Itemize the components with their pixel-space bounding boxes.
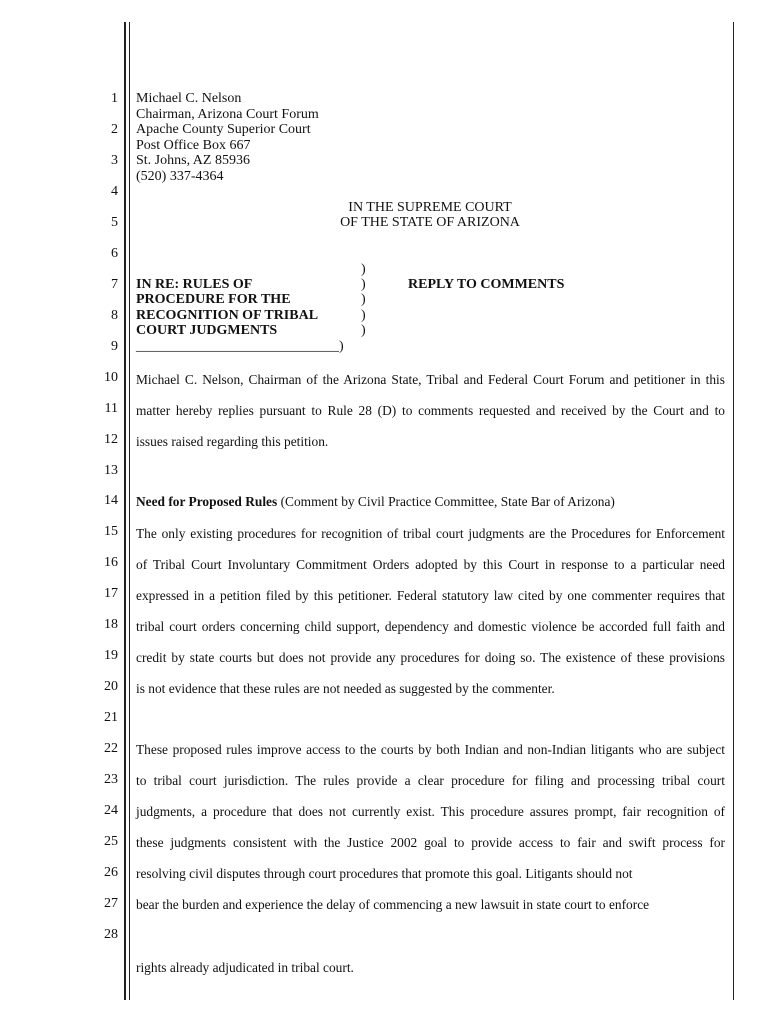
line-number: 17 xyxy=(104,586,118,601)
line-number: 13 xyxy=(104,463,118,478)
attorney-court: Apache County Superior Court xyxy=(136,122,311,137)
right-margin-rule xyxy=(733,22,734,1000)
attorney-phone: (520) 337-4364 xyxy=(136,169,224,184)
attorney-city: St. Johns, AZ 85936 xyxy=(136,153,250,168)
line-number: 16 xyxy=(104,555,118,570)
body-text-line: credit by state courts but does not provide any procedures for doing so. The existence of these provisions xyxy=(136,650,725,665)
line-number: 9 xyxy=(111,339,118,354)
body-text-line: of Tribal Court Involuntary Commitment Orders adopted by this Court in response to a particular need xyxy=(136,557,725,572)
line-number: 7 xyxy=(111,277,118,292)
line-number: 14 xyxy=(104,493,118,508)
line-number: 12 xyxy=(104,432,118,447)
body-text-line: bear the burden and experience the delay of commencing a new lawsuit in state court to enforce xyxy=(136,897,650,912)
caption-underline: _____________________________) xyxy=(136,339,344,354)
court-caption-line1: IN THE SUPREME COURT xyxy=(348,200,512,215)
line-number: 1 xyxy=(111,91,118,106)
caption-paren: ) xyxy=(361,277,366,292)
document-title: REPLY TO COMMENTS xyxy=(408,277,565,292)
line-number: 22 xyxy=(104,741,118,756)
line-number: 24 xyxy=(104,803,118,818)
attorney-title: Chairman, Arizona Court Forum xyxy=(136,107,319,122)
caption-paren: ) xyxy=(361,323,366,338)
line-number: 10 xyxy=(104,370,118,385)
body-text-line: these judgments consistent with the Justice 2002 goal to provide access to fair and swift process for xyxy=(136,835,725,850)
attorney-po-box: Post Office Box 667 xyxy=(136,138,251,153)
section-heading-note: (Comment by Civil Practice Committee, State Bar of Arizona) xyxy=(277,494,615,509)
line-number: 19 xyxy=(104,648,118,663)
line-number: 2 xyxy=(111,122,118,137)
line-number: 23 xyxy=(104,772,118,787)
line-number: 8 xyxy=(111,308,118,323)
body-text-line: These proposed rules improve access to the courts by both Indian and non-Indian litigants who are subject xyxy=(136,742,725,757)
case-caption-line: IN RE: RULES OF xyxy=(136,277,253,292)
line-number: 4 xyxy=(111,184,118,199)
line-number: 3 xyxy=(111,153,118,168)
body-text-line: matter hereby replies pursuant to Rule 28 (D) to comments requested and received by the Court and to xyxy=(136,403,725,418)
court-caption-line2: OF THE STATE OF ARIZONA xyxy=(340,215,520,230)
caption-paren: ) xyxy=(361,308,366,323)
body-text-line: The only existing procedures for recognition of tribal court judgments are the Procedures for Enforcement xyxy=(136,526,725,541)
section-heading xyxy=(136,494,615,510)
left-margin-rule xyxy=(124,22,126,1000)
body-text-line: judgments, a procedure that does not currently exist. This procedure assures prompt, fair recognition of xyxy=(136,804,725,819)
line-number: 20 xyxy=(104,679,118,694)
line-number: 26 xyxy=(104,865,118,880)
case-caption-line: PROCEDURE FOR THE xyxy=(136,292,291,307)
left-margin-rule-inner xyxy=(129,22,130,1000)
caption-paren: ) xyxy=(361,262,366,277)
line-number: 27 xyxy=(104,896,118,911)
line-number: 25 xyxy=(104,834,118,849)
body-text-line: rights already adjudicated in tribal court. xyxy=(136,960,354,975)
attorney-name: Michael C. Nelson xyxy=(136,91,242,106)
line-number: 28 xyxy=(104,927,118,942)
section-heading-title: Need for Proposed Rules xyxy=(136,494,278,509)
case-caption-line: RECOGNITION OF TRIBAL xyxy=(136,308,319,323)
line-number: 6 xyxy=(111,246,118,261)
body-text-line: expressed in a petition filed by this petitioner. Federal statutory law cited by one commenter requires that xyxy=(136,588,725,603)
caption-paren: ) xyxy=(361,292,366,307)
body-text-line: to tribal court jurisdiction. The rules provide a clear procedure for filing and processing tribal court xyxy=(136,773,725,788)
body-text-line: is not evidence that these rules are not needed as suggested by the commenter. xyxy=(136,681,555,696)
case-caption-line: COURT JUDGMENTS xyxy=(136,323,278,338)
line-number: 5 xyxy=(111,215,118,230)
body-text-line: tribal court orders concerning child support, dependency and domestic violence be accorded full faith and xyxy=(136,619,725,634)
body-text-line: issues raised regarding this petition. xyxy=(136,434,329,449)
body-text-line: resolving civil disputes through court procedures that promote this goal. Litigants should not xyxy=(136,866,633,881)
line-number: 15 xyxy=(104,524,118,539)
body-text-line: Michael C. Nelson, Chairman of the Arizona State, Tribal and Federal Court Forum and petitioner in this xyxy=(136,372,725,387)
line-number: 21 xyxy=(104,710,118,725)
line-number: 18 xyxy=(104,617,118,632)
line-number: 11 xyxy=(104,401,118,416)
